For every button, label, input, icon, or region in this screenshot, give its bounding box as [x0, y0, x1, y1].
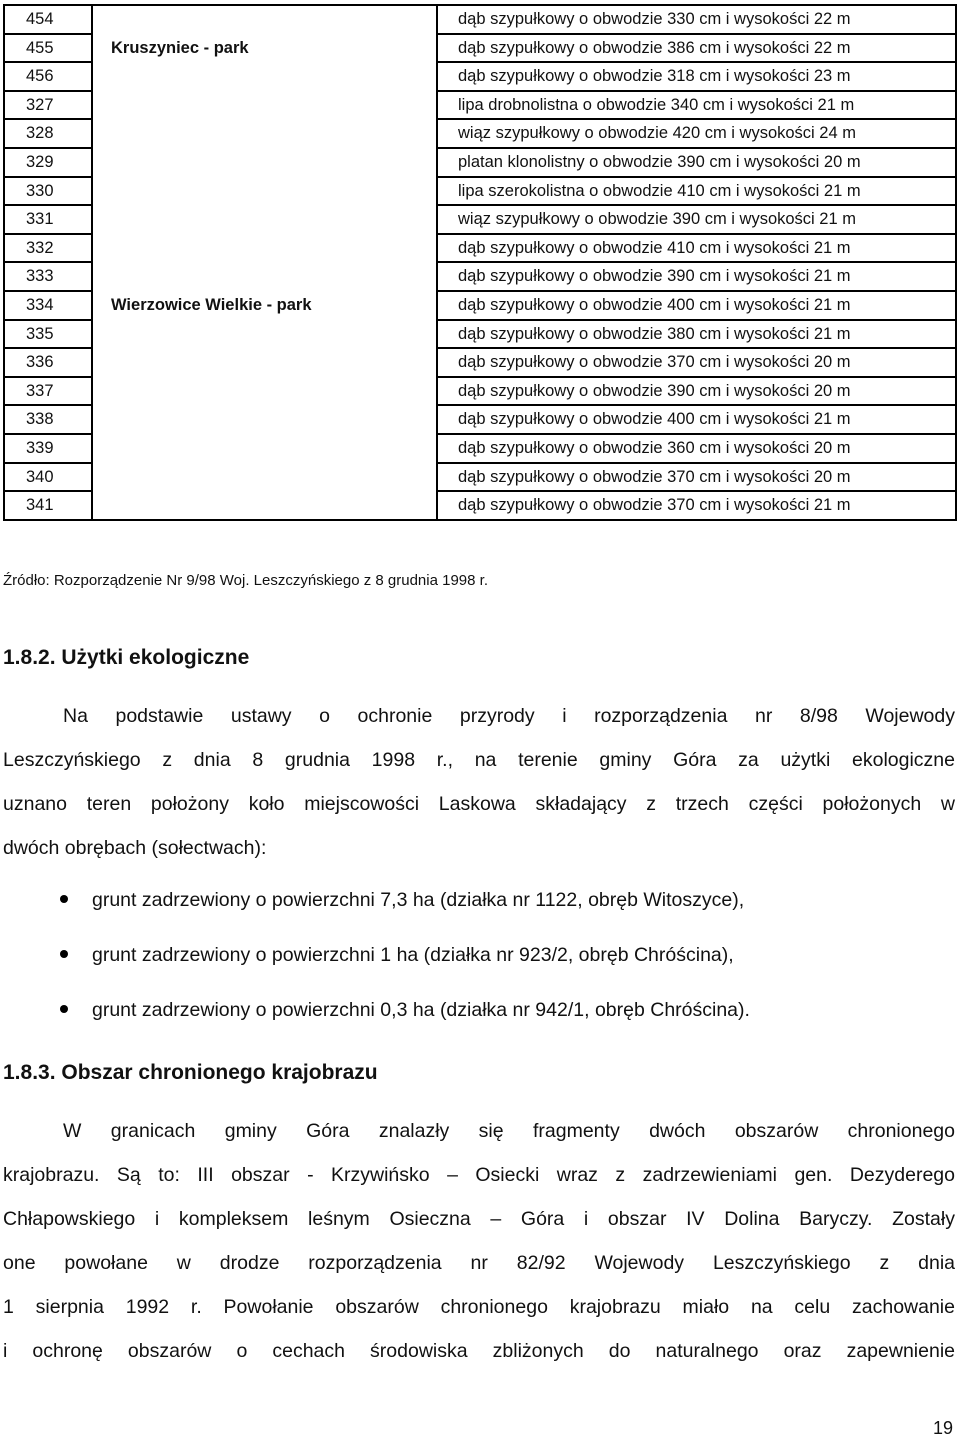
location-cell [92, 91, 437, 120]
location-cell [92, 5, 437, 34]
section-heading-uzytki: 1.8.2. Użytki ekologiczne [3, 646, 250, 669]
location-cell [92, 234, 437, 263]
location-cell [92, 491, 437, 520]
location-cell [92, 348, 437, 377]
source-note: Źródło: Rozporządzenie Nr 9/98 Woj. Leszczyńskiego z 8 grudnia 1998 r. [3, 572, 488, 589]
table-row [4, 491, 956, 520]
table-row [4, 119, 956, 148]
list-item-text: grunt zadrzewiony o powierzchni 0,3 ha (działka nr 942/1, obręb Chróścina). [92, 999, 750, 1021]
location-cell [92, 119, 437, 148]
paragraph-line: Leszczyńskiego z dnia 8 grudnia 1998 r., na terenie gminy Góra za użytki ekologiczne [3, 749, 955, 771]
location-cell [92, 205, 437, 234]
paragraph-line: Na podstawie ustawy o ochronie przyrody i rozporządzenia nr 8/98 Wojewody [63, 705, 955, 727]
description-cell: dąb szypułkowy o obwodzie 360 cm i wysokości 20 m [437, 434, 956, 463]
row-number: 454 [4, 5, 92, 34]
row-number: 332 [4, 234, 92, 263]
paragraph-obszar [3, 1109, 955, 1373]
bullet-icon [60, 950, 68, 958]
row-number: 327 [4, 91, 92, 120]
row-number: 331 [4, 205, 92, 234]
description-cell: lipa drobnolistna o obwodzie 340 cm i wysokości 21 m [437, 91, 956, 120]
list-item [0, 988, 750, 1043]
list-item-text: grunt zadrzewiony o powierzchni 7,3 ha (działka nr 1122, obręb Witoszyce), [92, 889, 745, 911]
row-number: 334 [4, 291, 92, 320]
row-number: 328 [4, 119, 92, 148]
table-row [4, 234, 956, 263]
paragraph-uzytki [3, 694, 955, 870]
table-row [4, 291, 956, 320]
location-cell: Kruszyniec - park [92, 34, 437, 63]
page-number: 19 [932, 1418, 953, 1438]
description-cell: platan klonolistny o obwodzie 390 cm i wysokości 20 m [437, 148, 956, 177]
table-row [4, 434, 956, 463]
description-cell: dąb szypułkowy o obwodzie 380 cm i wysokości 21 m [437, 320, 956, 349]
description-cell: lipa szerokolistna o obwodzie 410 cm i wysokości 21 m [437, 177, 956, 206]
bullet-icon [60, 895, 68, 903]
row-number: 329 [4, 148, 92, 177]
description-cell: dąb szypułkowy o obwodzie 318 cm i wysokości 23 m [437, 62, 956, 91]
list-item [0, 878, 750, 933]
description-cell: dąb szypułkowy o obwodzie 370 cm i wysokości 20 m [437, 463, 956, 492]
ecological-areas-list [0, 878, 750, 1043]
table-row [4, 205, 956, 234]
location-cell [92, 405, 437, 434]
table-row [4, 177, 956, 206]
table-row [4, 148, 956, 177]
description-cell: dąb szypułkowy o obwodzie 400 cm i wysokości 21 m [437, 405, 956, 434]
location-cell [92, 463, 437, 492]
table-row [4, 405, 956, 434]
row-number: 336 [4, 348, 92, 377]
row-number: 340 [4, 463, 92, 492]
table-row [4, 62, 956, 91]
paragraph-line: dwóch obrębach (sołectwach): [3, 837, 267, 859]
table-row [4, 34, 956, 63]
list-item-text: grunt zadrzewiony o powierzchni 1 ha (działka nr 923/2, obręb Chróścina), [92, 944, 734, 966]
table-row [4, 262, 956, 291]
location-cell [92, 320, 437, 349]
row-number: 456 [4, 62, 92, 91]
paragraph-line: i ochronę obszarów o cechach środowiska zbliżonych do naturalnego oraz zapewnienie [3, 1340, 955, 1362]
location-cell [92, 377, 437, 406]
list-item [0, 933, 750, 988]
paragraph-line: krajobrazu. Są to: III obszar - Krzywińsko – Osiecki wraz z zadrzewieniami gen. Dezyderego [3, 1164, 955, 1186]
description-cell: dąb szypułkowy o obwodzie 370 cm i wysokości 21 m [437, 491, 956, 520]
table-row [4, 91, 956, 120]
location-cell [92, 177, 437, 206]
row-number: 337 [4, 377, 92, 406]
location-cell [92, 262, 437, 291]
description-cell: wiąz szypułkowy o obwodzie 420 cm i wysokości 24 m [437, 119, 956, 148]
row-number: 338 [4, 405, 92, 434]
description-cell: dąb szypułkowy o obwodzie 400 cm i wysokości 21 m [437, 291, 956, 320]
bullet-icon [60, 1005, 68, 1013]
description-cell: dąb szypułkowy o obwodzie 390 cm i wysokości 20 m [437, 377, 956, 406]
table-row [4, 5, 956, 34]
description-cell: dąb szypułkowy o obwodzie 330 cm i wysokości 22 m [437, 5, 956, 34]
location-cell: Wierzowice Wielkie - park [92, 291, 437, 320]
table-row [4, 463, 956, 492]
monument-trees-table [3, 4, 957, 521]
row-number: 335 [4, 320, 92, 349]
paragraph-line: Chłapowskiego i kompleksem leśnym Osieczna – Góra i obszar IV Dolina Baryczy. Zostały [3, 1208, 955, 1230]
row-number: 455 [4, 34, 92, 63]
paragraph-line: W granicach gminy Góra znalazły się fragmenty dwóch obszarów chronionego [63, 1120, 955, 1142]
description-cell: dąb szypułkowy o obwodzie 390 cm i wysokości 21 m [437, 262, 956, 291]
table-row [4, 348, 956, 377]
description-cell: wiąz szypułkowy o obwodzie 390 cm i wysokości 21 m [437, 205, 956, 234]
row-number: 333 [4, 262, 92, 291]
description-cell: dąb szypułkowy o obwodzie 386 cm i wysokości 22 m [437, 34, 956, 63]
table-row [4, 320, 956, 349]
description-cell: dąb szypułkowy o obwodzie 410 cm i wysokości 21 m [437, 234, 956, 263]
row-number: 341 [4, 491, 92, 520]
description-cell: dąb szypułkowy o obwodzie 370 cm i wysokości 20 m [437, 348, 956, 377]
location-cell [92, 62, 437, 91]
row-number: 339 [4, 434, 92, 463]
location-cell [92, 434, 437, 463]
paragraph-line: 1 sierpnia 1992 r. Powołanie obszarów chronionego krajobrazu miało na celu zachowanie [3, 1296, 955, 1318]
location-cell [92, 148, 437, 177]
row-number: 330 [4, 177, 92, 206]
section-heading-obszar: 1.8.3. Obszar chronionego krajobrazu [3, 1061, 378, 1084]
paragraph-line: uznano teren położony koło miejscowości Laskowa składający z trzech części położonych w [3, 793, 955, 815]
paragraph-line: one powołane w drodze rozporządzenia nr 82/92 Wojewody Leszczyńskiego z dnia [3, 1252, 955, 1274]
table-row [4, 377, 956, 406]
